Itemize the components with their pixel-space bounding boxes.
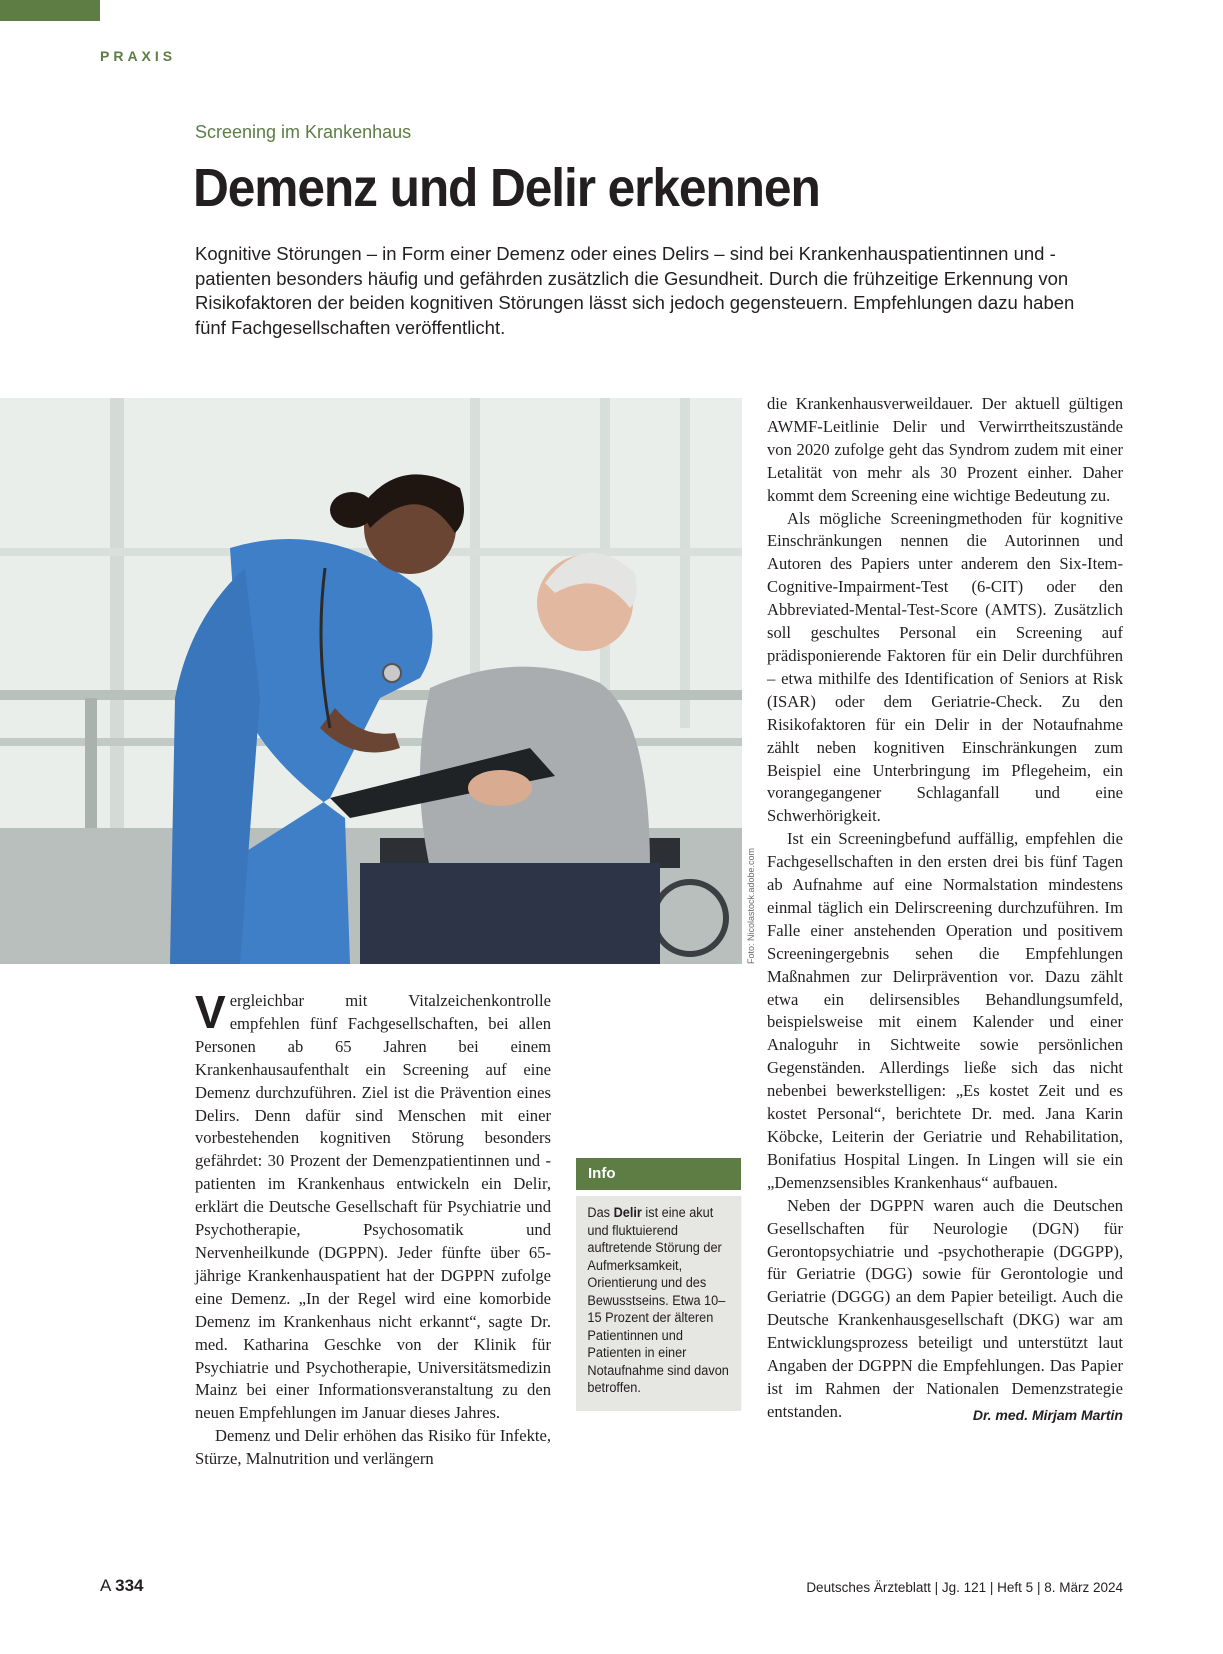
nurse-and-patient-illustration [0, 398, 742, 964]
info-box-heading: Info [576, 1158, 741, 1190]
body-text: ergleichbar mit Vitalzeichenkontrolle empfehlen fünf Fachgesellschaften, bei allen Personen ab 65 Jahren bei einem Krankenhausaufenthalt ein Screening auf eine Demenz durchzuführen. Ziel ist die Prävention eines Delirs. Denn dafür sind Menschen mit einer vorbestehenden kognitiven Störung besonders gefährdet: 30 Prozent der Demenzpatientinnen und -patienten im Krankenhaus entwickeln ein Delir, erklärt die Deutsche Gesellschaft für Psychiatrie und Psychotherapie, Psychosomatik und Nervenheilkunde (DGPPN). Jeder fünfte über 65-jährige Krankenhauspatient hat der DGPPN zufolge eine Demenz. „In der Regel wird eine komorbide Demenz im Krankenhaus nicht erkannt“, sagte Dr. med. Katharina Geschke von der Klinik für Psychiatrie und Psychotherapie, Universitätsmedizin Mainz bei einer Informationsveranstaltung zu den neuen Empfehlungen im Januar dieses Jahres. [195, 991, 551, 1423]
section-color-bar [0, 0, 100, 21]
article-kicker: Screening im Krankenhaus [195, 122, 412, 142]
info-box-body: Das Delir ist eine akut und fluktuierend auftretende Störung der Aufmerksamkeit, Orientierung und des Bewusstseins. Etwa 10–15 Prozent der älteren Patientinnen und Patienten in einer Notaufnahme sind davon betroffen. [576, 1196, 741, 1411]
article-photo [0, 398, 742, 964]
article-column-left [195, 986, 551, 1471]
drop-cap: V [195, 986, 226, 1038]
photo-credit: Foto: Nicolastock.adobe.com [746, 847, 756, 964]
body-paragraph: Als mögliche Screeningmethoden für kognitive Einschränkungen nennen die Autorinnen und Autoren des Papiers unter anderem den Six-Item-Cognitive-Impairment-Test (6-CIT) oder den Abbreviated-Mental-Test-Score (AMTS). Zusätzlich soll geschultes Personal ein Screening auf prädisponierende Faktoren für ein Delir durchführen – etwa mithilfe des Identification of Seniors at Risk (ISAR) oder dem Geriatrie-Check. Zu den Risikofaktoren für ein Delir in der Notaufnahme zählt neben kognitiven Einschränkungen zum Beispiel eine Unterbringung im Pflegeheim, ein vorangegangener Schlaganfall und eine Schwerhörigkeit. [767, 508, 1123, 826]
article-author: Dr. med. Mirjam Martin [972, 1406, 1123, 1423]
journal-reference: Deutsches Ärzteblatt | Jg. 121 | Heft 5 | 8. März 2024 [806, 1580, 1123, 1595]
article-column-right [767, 393, 1123, 1427]
body-paragraph [195, 986, 551, 1425]
section-label: PRAXIS [100, 48, 177, 64]
page-number: A 334 [100, 1576, 144, 1595]
body-paragraph: die Krankenhausverweildauer. Der aktuell gültigen AWMF-Leitlinie Delir und Verwirrtheitszustände von 2020 zufolge geht das Syndrom zudem mit einer Letalität von mehr als 30 Prozent einher. Daher kommt dem Screening eine wichtige Bedeutung zu. [767, 394, 1123, 505]
info-box-term: Delir [613, 1205, 642, 1220]
body-paragraph: Demenz und Delir erhöhen das Risiko für Infekte, Stürze, Malnutrition und verlängern [195, 1426, 551, 1469]
body-paragraph: Ist ein Screeningbefund auffällig, empfehlen die Fachgesellschaften in den ersten drei bis fünf Tagen ab Aufnahme auf eine Normalstation mindestens einmal täglich ein Delirscreening durchzuführen. Im Falle einer anstehenden Operation und positivem Screeningergebnis sehen die Empfehlungen Maßnahmen zur Delirprävention vor. Dazu zählt etwa ein delirsensibles Behandlungsumfeld, beispielsweise mit einem Kalender und einer Analoguhr in Sichtweite sowie persönlichen Gegenständen. Allerdings ließe sich das nicht nebenbei bewerkstelligen: „Es kostet Zeit und es kostet Personal“, berichtete Dr. med. Jana Karin Köbcke, Leiterin der Geriatrie und Rehabilitation, Bonifatius Hospital Lingen. In Lingen will sie ein „Demenzsensibles Krankenhaus“ aufbauen. [767, 829, 1123, 1192]
body-paragraph-last: Neben der DGPPN waren auch die Deutschen Gesellschaften für Neurologie (DGN) für Gerontopsychiatrie und -psychotherapie (DGGPP), für Geriatrie (DGG) sowie für Gerontologie und Geriatrie (DGGG) an dem Papier beteiligt. Auch die Deutsche Krankenhausgesellschaft (DKG) war am Entwicklungsprozess beteiligt und unterstützt laut Angaben der DGPPN die Empfehlungen. Das Papier ist im Rahmen der Nationalen Demenzstrategie entstanden. Dr. med. Mirjam Martin [767, 1195, 1123, 1424]
article-lead: Kognitive Störungen – in Form einer Demenz oder eines Delirs – sind bei Krankenhauspatientinnen und -patienten besonders häufig und gefährden zusätzlich die Gesundheit. Durch die frühzeitige Erkennung von Risikofaktoren der beiden kognitiven Störungen lässt sich jedoch gegensteuern. Empfehlungen dazu haben fünf Fachgesellschaften veröffentlicht. [195, 243, 1075, 338]
info-box [576, 1158, 741, 1411]
article-title: Demenz und Delir erkennen [193, 158, 820, 218]
